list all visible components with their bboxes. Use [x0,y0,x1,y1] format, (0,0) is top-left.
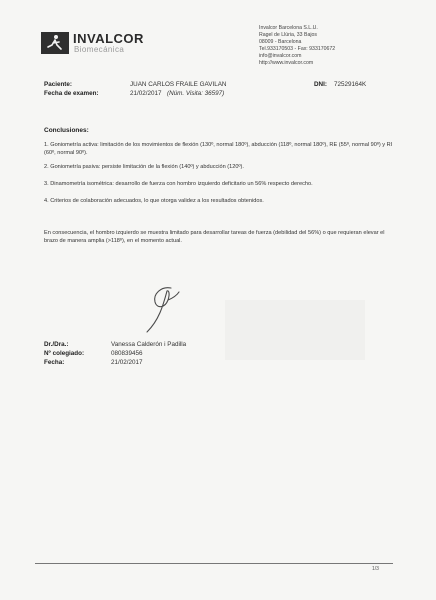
company-line: http://www.invalcor.com [259,60,314,66]
dni-label: DNI: [314,81,327,88]
conclusions-heading: Conclusiones: [44,127,89,134]
exam-date-value: 21/02/2017 [130,90,162,97]
conclusion-item: 4. Criterios de colaboración adecuados, lo que otorga validez a los resultados obtenidos. [44,198,264,204]
company-line: Ragel de Llúria, 33 Bajos [259,32,317,38]
signature-date-value: 21/02/2017 [111,359,143,366]
brand-subtitle: Biomecánica [74,45,125,54]
dni-value: 72529164K [334,81,367,88]
company-address [259,25,399,67]
patient-name: JUAN CARLOS FRAILE GAVILAN [130,81,227,88]
company-line: 08009 - Barcelona [259,39,302,45]
footer-divider [35,563,393,564]
scan-bleed-through [225,300,365,360]
company-line: Invalcor Barcelona S.L.U. [259,25,318,31]
summary-paragraph: En consecuencia, el hombro izquierdo se muestra limitado para desarrollar tareas de fuerza (debilidad del 56%) o que requieran elevar el brazo de manera amplia (>118º), en el momento actual. [44,230,385,244]
exam-date-label: Fecha de examen: [44,90,99,97]
doctor-label: Dr./Dra.: [44,341,69,348]
company-line: info@invalcor.com [259,53,302,59]
visit-number: (Núm. Visita: 36597) [167,90,225,97]
signature-icon [133,282,193,347]
doctor-name: Vanessa Calderón i Padilla [111,341,187,348]
conclusion-item: 2. Goniometría pasiva: persiste limitación de la flexión (140º) y abducción (120º). [44,164,244,170]
brand-name: INVALCOR [73,31,144,46]
invalcor-logo-icon [41,32,69,54]
company-line: Tel.933170503 - Fax: 933170672 [259,46,336,52]
collegiate-number: 080839456 [111,350,143,357]
conclusion-item: 1. Goniometría activa: limitación de los movimientos de flexión (130º, normal 180º), abducción (118º, normal 180º), RE (55º, normal 90º) y RI (60º, normal 90º). [44,142,393,156]
collegiate-label: Nº colegiado: [44,350,85,357]
page-number: 1/3 [372,566,379,572]
patient-label: Paciente: [44,81,72,88]
signature-date-label: Fecha: [44,359,65,366]
conclusion-item: 3. Dinamometría isométrica: desarrollo de fuerza con hombro izquierdo deficitario un 56% respecto derecho. [44,181,313,187]
